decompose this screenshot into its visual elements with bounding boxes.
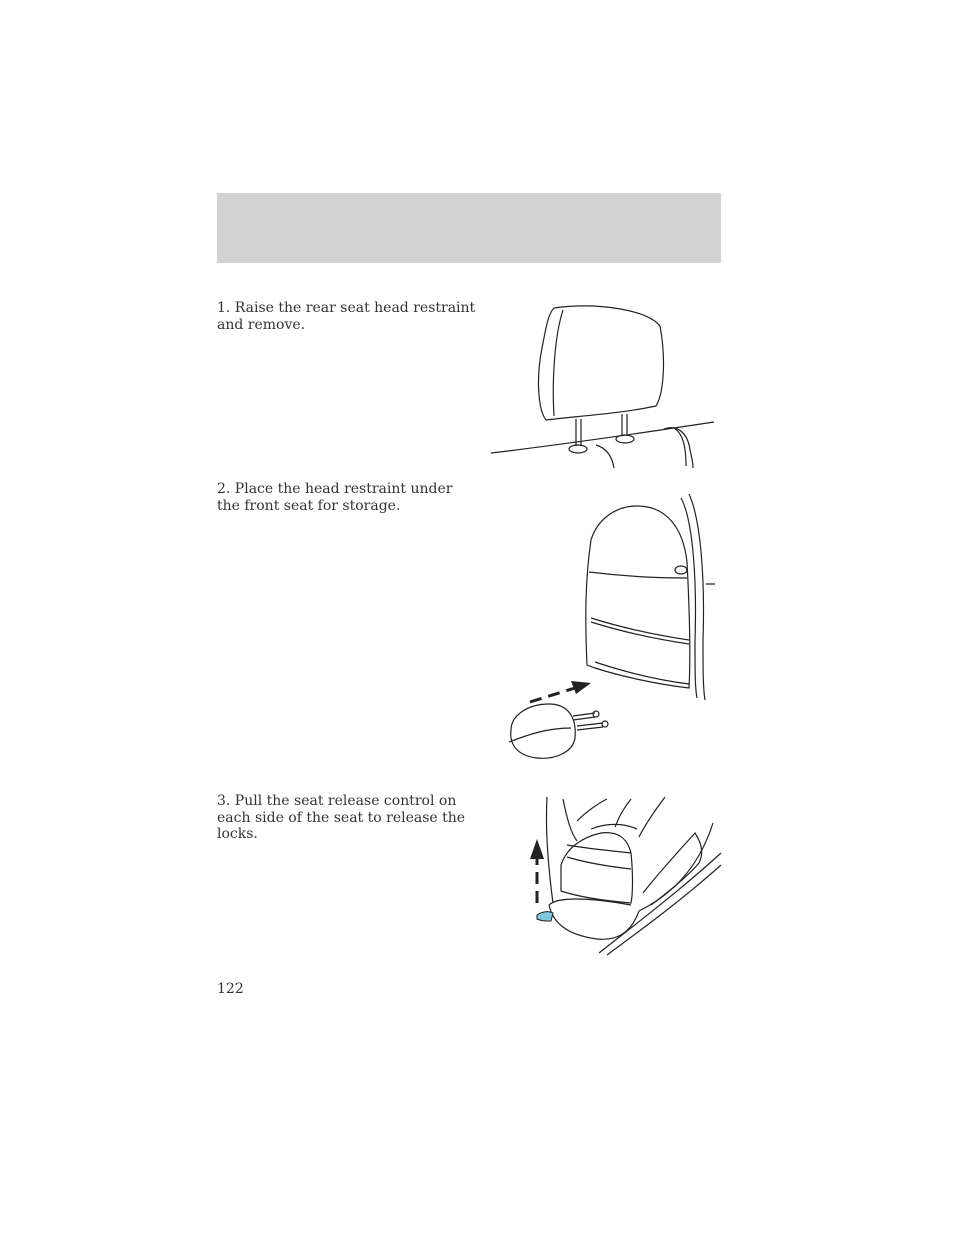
head-restraint-raised-illustration (488, 298, 718, 470)
section-header-band (217, 193, 721, 263)
step-2-text: 2. Place the head restraint under the front seat for storage. (217, 481, 453, 514)
step-3-text: 3. Pull the seat release control on each side of the seat to release the locks. (217, 793, 466, 842)
page-number: 122 (217, 981, 244, 997)
seat-release-illustration (527, 793, 722, 958)
head-restraint-storage-illustration (505, 490, 720, 765)
step-1-text: 1. Raise the rear seat head restraint and remove. (217, 300, 476, 333)
